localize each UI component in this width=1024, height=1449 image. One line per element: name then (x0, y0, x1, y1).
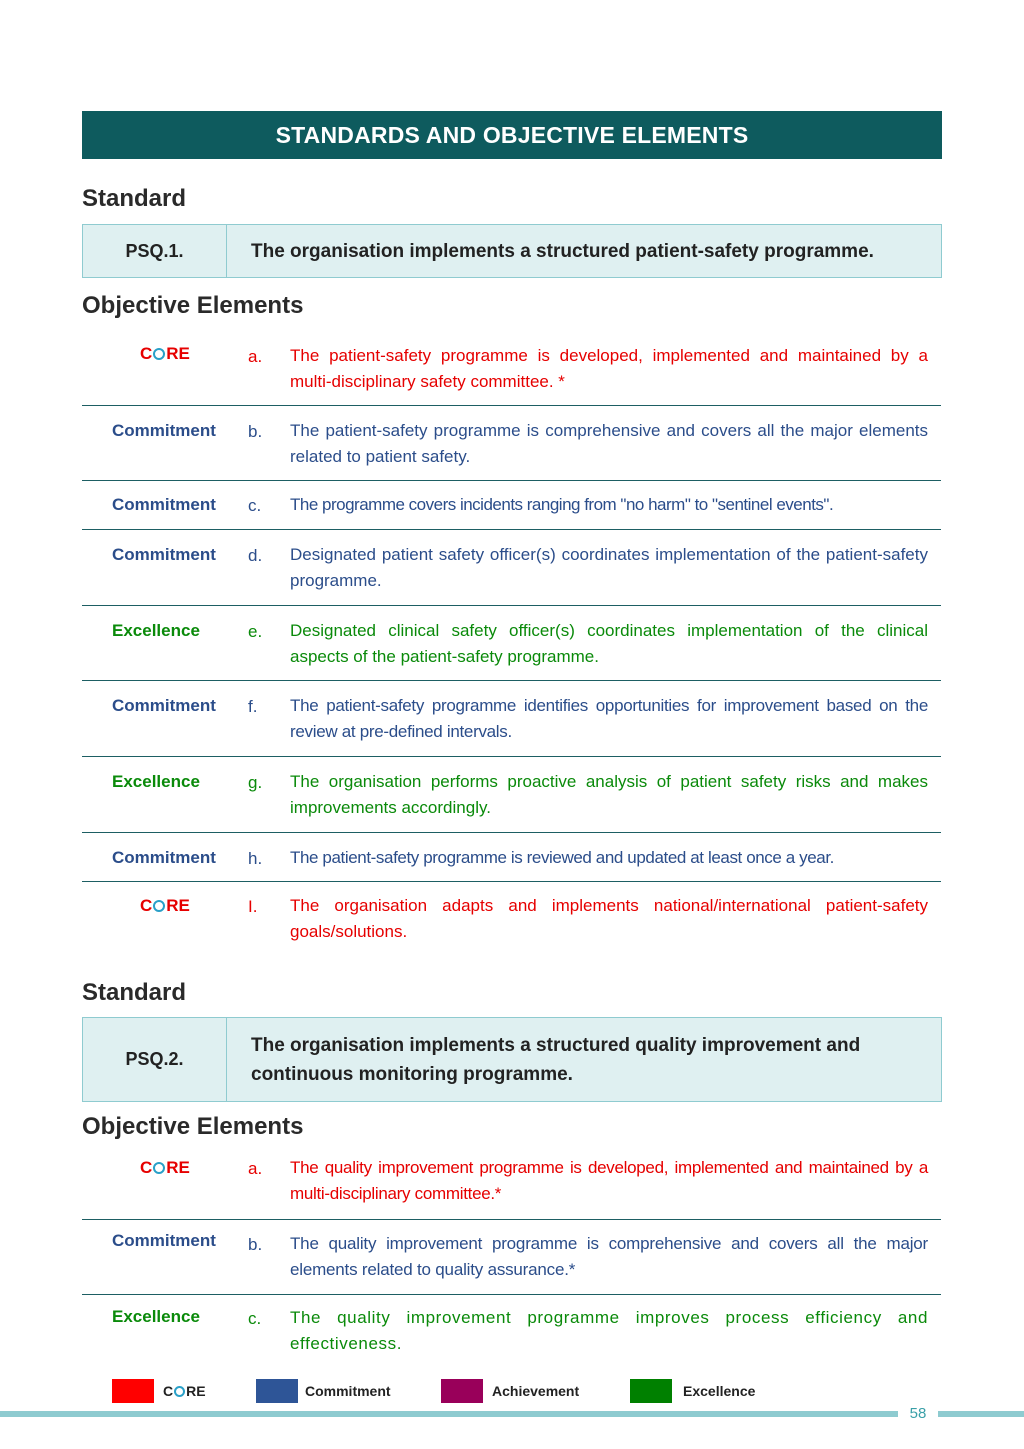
element-row (82, 406, 941, 481)
standard-heading: Standard (82, 979, 187, 1006)
element-category: Excellence (112, 772, 200, 791)
element-text: The organisation performs proactive analysis of patient safety risks and makes improvements accordingly. (290, 772, 928, 817)
element-letter: e. (248, 622, 263, 641)
element-row (82, 530, 941, 606)
element-text: The patient-safety programme is comprehensive and covers all the major elements related to patient safety. (290, 421, 928, 466)
element-letter: d. (248, 546, 263, 565)
element-category: Commitment (112, 421, 216, 440)
core-logo: C RE (140, 896, 190, 915)
legend-label-achievement: Achievement (492, 1383, 580, 1399)
element-letter: c. (248, 496, 262, 515)
core-logo: C RE (140, 344, 190, 363)
element-text: The patient-safety programme identifies opportunities for improvement based on the review at pre-defined intervals. (290, 696, 928, 741)
standard-box-psq1 (82, 224, 942, 278)
standard-text: The organisation implements a structured quality improvement and continuous monitoring programme. (251, 1034, 861, 1085)
element-letter: h. (248, 849, 263, 868)
legend-swatch-excellence (630, 1379, 672, 1403)
standard-box-psq2 (82, 1017, 942, 1102)
element-text: Designated patient safety officer(s) coordinates implementation of the patient-safety programme. (290, 545, 928, 590)
legend-label-commitment: Commitment (305, 1383, 391, 1399)
objective-elements-heading: Objective Elements (82, 1113, 304, 1140)
element-letter: b. (248, 1235, 263, 1254)
core-logo: C RE (140, 1158, 190, 1177)
standard-heading: Standard (82, 185, 187, 212)
element-text: The patient-safety programme is reviewed and updated at least once a year. (290, 848, 835, 867)
element-letter: g. (248, 773, 263, 792)
element-letter: b. (248, 422, 263, 441)
element-text: The quality improvement programme is developed, implemented and maintained by a multi-disciplinary committee.* (290, 1158, 928, 1203)
element-row (82, 882, 941, 954)
element-row (82, 1152, 941, 1220)
core-o-icon (153, 1162, 165, 1174)
element-category: Commitment (112, 696, 216, 715)
element-row (82, 481, 941, 530)
element-letter: c. (248, 1309, 262, 1328)
element-row (82, 1295, 941, 1361)
element-category: Commitment (112, 545, 216, 564)
standard-code: PSQ.1. (83, 225, 227, 277)
footer-line-left (0, 1411, 898, 1417)
objective-elements-list-psq2 (82, 1152, 941, 1361)
element-letter: a. (248, 1159, 263, 1178)
element-letter: I. (248, 897, 258, 916)
element-letter: a. (248, 347, 263, 366)
core-o-icon (153, 900, 165, 912)
footer-line-right (938, 1411, 1024, 1417)
element-category: Commitment (112, 1231, 216, 1250)
element-category: Excellence (112, 621, 200, 640)
element-row (82, 1220, 941, 1295)
objective-elements-heading: Objective Elements (82, 292, 304, 319)
element-text: The patient-safety programme is developed, implemented and maintained by a multi-disciplinary safety committee. * (290, 346, 928, 391)
standard-text: The organisation implements a structured patient-safety programme. (251, 240, 874, 262)
element-row (82, 681, 941, 757)
element-text: The programme covers incidents ranging from "no harm" to "sentinel events". (290, 495, 834, 514)
element-letter: f. (248, 697, 258, 716)
core-o-icon (153, 348, 165, 360)
element-category: Excellence (112, 1307, 200, 1326)
element-row (82, 833, 941, 882)
legend-label-core: C RE (163, 1383, 206, 1399)
element-row (82, 757, 941, 833)
legend-swatch-core (112, 1379, 154, 1403)
legend-swatch-commitment (256, 1379, 298, 1403)
core-o-icon (174, 1386, 185, 1397)
legend-label-excellence: Excellence (683, 1383, 756, 1399)
element-text: The quality improvement programme is comprehensive and covers all the major elements related to quality assurance.* (290, 1234, 928, 1279)
element-category: Commitment (112, 495, 216, 514)
standard-code: PSQ.2. (83, 1018, 227, 1101)
category-legend (0, 1379, 1024, 1405)
objective-elements-list-psq1 (82, 338, 941, 954)
element-row (82, 606, 941, 681)
legend-swatch-achievement (441, 1379, 483, 1403)
element-text: The organisation adapts and implements national/international patient-safety goals/solutions. (290, 896, 928, 941)
banner-title: STANDARDS AND OBJECTIVE ELEMENTS (275, 121, 749, 148)
element-category: Commitment (112, 848, 216, 867)
section-banner (82, 111, 942, 159)
element-text: Designated clinical safety officer(s) coordinates implementation of the clinical aspects of the patient-safety programme. (290, 621, 928, 666)
element-row (82, 338, 941, 406)
element-text: The quality improvement programme improves process efficiency and effectiveness. (290, 1308, 928, 1353)
page-number: 58 (909, 1405, 927, 1422)
